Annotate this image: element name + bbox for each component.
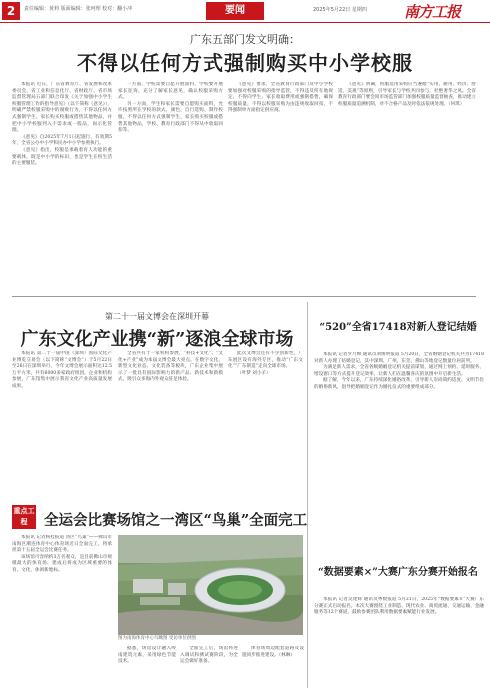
- editor-line: 责任编辑：黄莉 版面编辑：张珂理 校对：翻小冲: [24, 6, 133, 12]
- stadium-photo-illustration: [118, 535, 303, 635]
- section-tag: 要闻: [206, 2, 264, 20]
- header-divider: [0, 22, 490, 23]
- story3-column-3: [180, 646, 238, 687]
- story1-paragraph: 本报讯 近日，广东省教育厅、省发展和改革委员会、省工业和信息化厅、省财政厅、省市场监督管理局五部门联合印发《关于加强中小学生校服管理工作的指导意见》（以下简称《意见》），明确严禁校服采购中的腐败行为，不得以任何方式强制学生、家长购买校服或搭售其他物品，并把中小学校服列入不需求或一般品，岗示化管理。: [12, 82, 112, 134]
- story1-kicker: 广东五部门发文明确：: [190, 33, 300, 46]
- story1-paragraph: 一方面，学校需要自愿开展面料，学校要开展家长征询，充分了解家长意见，确认校服采购方式。: [118, 82, 223, 101]
- story-divider: [12, 296, 476, 297]
- story1-column-3: [228, 82, 333, 288]
- story1-paragraph: 《意见》要求，全省教育行政部门及中小学校要加强对校服采购的指导监管，不得违反所在地规定，不得向学生、家长收取费用或强制搭售，确保校服质量，不得以校服采购为由违规收取回扣，不得强制单方面指定供应商。: [228, 82, 333, 114]
- story1-column-4: [338, 82, 476, 288]
- page-number: 2: [2, 2, 20, 20]
- story1-headline: 不得以任何方式强制购买中小学校服: [77, 51, 413, 75]
- story3-paragraph: 全面完工后，场馆将进入调试和测试赛阶段，为全运会做好准备。: [180, 646, 238, 665]
- page-header: [0, 0, 490, 22]
- right-story1-paragraph: 据了解，今年以来，广东持续深化婚俗改革，引导新人崇尚简约适度、文明节俭的婚俗新风，倡导把婚姻登记作为婚礼仪式的重要组成部分。: [314, 378, 484, 390]
- story2-paragraph: 全省共有十一家机构参展，“科技+文化”、“文化+产业”成为本届文博会最大亮点。在数字文化、新型文化业态、文化装备等板块，广东企业集中展示了一批具有国际影响力的新产品、新技术和新模式，吸引众多海内外观众驻足体验。: [118, 351, 223, 383]
- story3-column-2: [118, 646, 176, 687]
- story1-paragraph: 《意见》自2025年7月1日起施行，有效期5年，全省公办中小学和民办中小学参照执行。: [12, 134, 112, 147]
- story3-column-4: [242, 646, 304, 687]
- story1-column-1: [12, 82, 112, 288]
- story1-column-2: [118, 82, 223, 288]
- right-story2-paragraph: 本报讯 记者吴建辉 通讯员粤数报道 5月21日，2025年“数据要素×”大赛广东分赛正式启动报名。本次大赛围绕工业制造、现代农业、商贸流通、交通运输、金融服务等12个赛道，鼓励参赛团队利用数据要素赋能行业发展。: [314, 597, 484, 616]
- story2-paragraph: 本报讯 第二十一届中国（深圳）国际文化产业博览交易会（以下简称“文博会”）于5月22日至26日在深圳举行。今年文博会展示面积达12.5万平方米，共有6000多家政府组团、企业和机构参展，广东馆集中展示我省文化产业高质量发展成果。: [12, 351, 112, 389]
- right-story2-headline: “数据要素×”大赛广东分赛开始报名: [318, 567, 478, 578]
- story3-paragraph: 据悉，场馆设计融入岭南建筑元素，采用绿色节能技术。: [118, 646, 176, 665]
- key-project-badge: 重点工程: [12, 505, 36, 529]
- story3-paragraph: 该场馆可容纳约3万名观众，是目前佛山市规模最大的体育场，建成后将成为区域重要的体育、文化、休闲新地标。: [12, 554, 112, 573]
- issue-date: 2025年5月22日 星期四: [313, 7, 367, 13]
- column-divider: [307, 302, 308, 688]
- masthead-logo: 南方工报: [404, 3, 461, 21]
- story2-column-3: [228, 351, 303, 501]
- right-story1-headline: “520”全省17418对新人登记结婚: [319, 322, 477, 333]
- right-story1-body: [314, 352, 484, 560]
- story3-headline: 全运会比赛场馆之一湾区“鸟巢”全面完工: [44, 512, 308, 529]
- right-story1-paragraph: 本报讯 记者罗月嫦 通讯员刘俊明报道 5月20日，全省婚姻登记机关共为17418对新人办理了结婚登记，其中深圳、广州、东莞、佛山等地登记数量位居前列。: [314, 352, 484, 364]
- photo-caption: 图为南海体育中心鸟瞰图 受访单位供图: [118, 636, 196, 641]
- story2-column-2: [118, 351, 223, 501]
- right-story2-body: [314, 597, 484, 687]
- story3-paragraph: 本报讯 记者杨桂报道 湾区“鸟巢”——佛山市南海区潮连体育中心体育场近日全面完工，将承担第十五届全运会比赛任务。: [12, 535, 112, 554]
- story3-column-1: [12, 535, 112, 687]
- story2-column-1: [12, 351, 112, 501]
- story2-paragraph: 此次文博会还有不少创新性，广东展区设有海外专区，推动“广东文化”“广东制造”走向全球市场。: [228, 351, 303, 370]
- story3-paragraph: 体育场周边配套道路及设施同步推进建设。（林琳）: [242, 646, 304, 658]
- story2-byline: （叶梦 刘小羊）: [237, 370, 271, 376]
- story1-paragraph: 《意见》明确，校服选用采购应当遵循“实用、耐用、经济、舒适、美观”等原则，引导家长与学校共同参与，杜绝奢华之风。全省教育行政部门要会同市场监管部门加强校服质量监督抽查，推动建立校服质量追溯机制，对不合格产品及时依法依规处理。（何琪）: [338, 82, 476, 107]
- story2-kicker: 第二十一届文博会在深圳开幕: [105, 312, 209, 321]
- stadium-aerial-photo: [118, 535, 303, 635]
- story1-paragraph: 《意见》指出，校服是承载着育人功能的重要载体，既是中小学的标识，也是学生在校生活的主要服装。: [12, 147, 112, 167]
- story1-paragraph: 另一方面，学生和家长需要自愿购买面料，允许按照所在学校的款式、颜色、自行选购、制作校服，不得以任何方式强制学生、家长购买校服或搭售其他物品，学校、教育行政部门不得从中收取回扣等。: [118, 101, 223, 134]
- story2-headline: 广东文化产业携“新”逐浪全球市场: [20, 329, 294, 350]
- right-story1-paragraph: 为满足新人需求，全省各级婚姻登记机关提前谋划，通过网上预约、延时服务、增设窗口等方式提升登记效率，让新人们在温馨喜庆的氛围中开启新生活。: [314, 365, 484, 377]
